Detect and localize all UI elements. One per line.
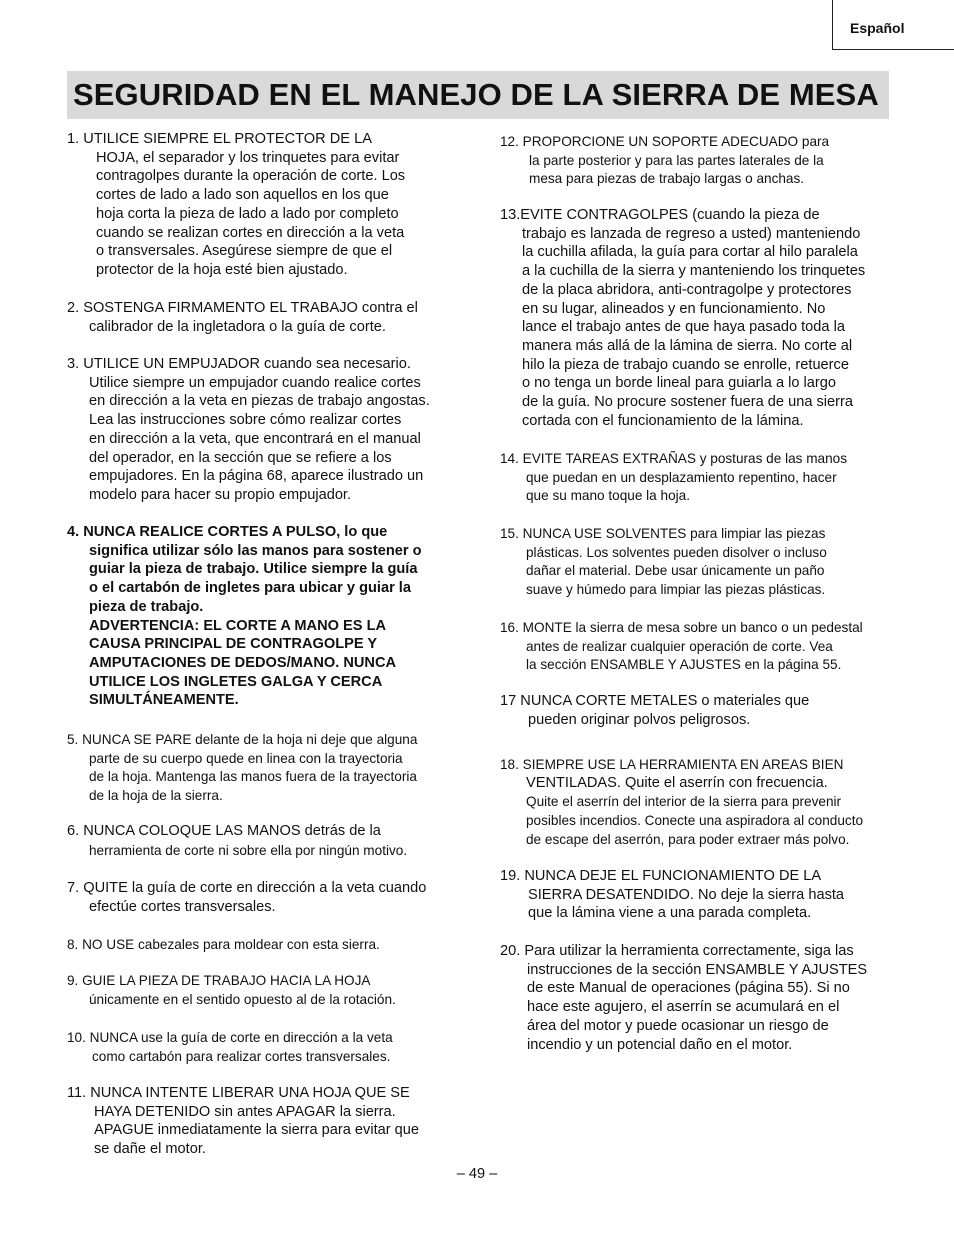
text-line: 18. SIEMPRE USE LA HERRAMIENTA EN AREAS BIEN <box>500 757 844 772</box>
text-line: área del motor y puede ocasionar un riesgo de <box>527 1017 829 1034</box>
text-line: de la hoja de la sierra. <box>89 788 223 804</box>
text-line: SIERRA DESATENDIDO. No deje la sierra hasta <box>528 886 845 903</box>
text-line: se dañe el motor. <box>94 1141 206 1158</box>
text-line: herramienta de corte ni sobre ella por ningún motivo. <box>89 842 408 858</box>
text-line: la parte posterior y para las partes laterales de la <box>529 152 824 168</box>
text-line: 11. NUNCA INTENTE LIBERAR UNA HOJA QUE SE <box>67 1085 410 1101</box>
text-line: antes de realizar cualquier operación de corte. Vea <box>526 638 833 654</box>
text-line: 4. NUNCA REALICE CORTES A PULSO, lo que <box>67 524 388 540</box>
text-line: contragolpes durante la operación de corte. Los <box>96 168 406 185</box>
text-line: en su lugar, alineados y en funcionamiento. No <box>522 300 826 317</box>
text-line: 5. NUNCA SE PARE delante de la hoja ni deje que alguna <box>67 732 418 747</box>
text-line: o no tenga un borde lineal para guiarla a lo largo <box>522 375 836 392</box>
language-tab <box>832 0 954 50</box>
text-line: 1. UTILICE SIEMPRE EL PROTECTOR DE LA <box>67 131 372 147</box>
text-line: hoja corta la pieza de lado a lado por completo <box>96 205 399 222</box>
text-line: suave y húmedo para limpiar las piezas plásticas. <box>526 582 826 598</box>
text-line: cortada con el funcionamiento de la lámina. <box>522 412 804 429</box>
text-line: dañar el material. Debe usar únicamente un paño <box>526 563 825 579</box>
text-line: modelo para hacer su propio empujador. <box>89 486 352 503</box>
text-line: HOJA, el separador y los trinquetes para evitar <box>96 149 400 166</box>
text-line: que puedan en un desplazamiento repentino, hacer <box>526 469 837 485</box>
text-line: 16. MONTE la sierra de mesa sobre un banco o un pedestal <box>500 620 863 635</box>
text-line: 13.EVITE CONTRAGOLPES (cuando la pieza de <box>500 207 820 223</box>
text-line: 17 NUNCA CORTE METALES o materiales que <box>500 693 810 709</box>
text-line: mesa para piezas de trabajo largas o anchas. <box>529 171 805 187</box>
text-line: 12. PROPORCIONE UN SOPORTE ADECUADO para <box>500 134 830 149</box>
text-line: parte de su cuerpo quede en linea con la trayectoria <box>89 750 403 766</box>
text-line: 8. NO USE cabezales para moldear con esta sierra. <box>67 937 380 952</box>
language-label: Español <box>850 20 905 36</box>
text-line: como cartabón para realizar cortes transversales. <box>92 1048 391 1064</box>
text-line: de la guía. No procure sostener fuera de una sierra <box>522 394 853 410</box>
text-line: cortes de lado a lado son aquellos en los que <box>96 187 389 204</box>
page-number: – 49 – <box>456 1166 498 1182</box>
text-line: únicamente en el sentido opuesto al de la rotación. <box>89 991 396 1007</box>
text-line: efectúe cortes transversales. <box>89 898 276 915</box>
text-line: Lea las instrucciones sobre cómo realizar cortes <box>89 412 402 429</box>
text-line: HAYA DETENIDO sin antes APAGAR la sierra. <box>94 1103 396 1120</box>
text-line: 19. NUNCA DEJE EL FUNCIONAMIENTO DE LA <box>500 868 822 884</box>
text-line: SIMULTÁNEAMENTE. <box>89 692 239 709</box>
text-line: Quite el aserrín del interior de la sierra para prevenir <box>526 794 842 810</box>
text-line: de escape del aserrón, para poder extraer más polvo. <box>526 831 850 847</box>
text-line: cuando se realizan cortes en dirección a la veta <box>96 224 405 241</box>
text-line: pueden originar polvos peligrosos. <box>528 711 751 728</box>
text-line: a la cuchilla de la sierra y manteniendo los trinquetes <box>522 263 866 280</box>
text-line: o transversales. Asegúrese siempre de que el <box>96 243 393 260</box>
text-line: la cuchilla afilada, la guía para cortar al hilo paralela <box>522 244 858 261</box>
text-line: AMPUTACIONES DE DEDOS/MANO. NUNCA <box>89 654 397 671</box>
text-line: plásticas. Los solventes pueden disolver o incluso <box>526 544 827 560</box>
text-line: de la placa abridora, anti-contragolpe y protectores <box>522 281 852 298</box>
text-line: 15. NUNCA USE SOLVENTES para limpiar las piezas <box>500 526 826 541</box>
text-line: protector de la hoja esté bien ajustado. <box>96 261 348 278</box>
text-line: de la hoja. Mantenga las manos fuera de la trayectoria <box>89 769 417 785</box>
text-line: trabajo es lanzada de regreso a usted) manteniendo <box>522 225 861 242</box>
text-line: posibles incendios. Conecte una aspiradora al conducto <box>526 813 864 829</box>
text-line: instrucciones de la sección ENSAMBLE Y AJUSTES <box>527 961 868 978</box>
text-line: en dirección a la veta en piezas de trabajo angostas. <box>89 393 430 410</box>
text-line: empujadores. En la página 68, aparece ilustrado un <box>89 468 424 485</box>
title-banner <box>67 71 889 119</box>
text-line: hace este agujero, el aserrín se acumulará en el <box>527 999 840 1016</box>
text-line: 2. SOSTENGA FIRMAMENTO EL TRABAJO contra el <box>67 300 418 316</box>
text-line: o el cartabón de ingletes para ubicar y guiar la <box>89 580 411 597</box>
text-line: 10. NUNCA use la guía de corte en dirección a la veta <box>67 1030 393 1045</box>
text-line: UTILICE LOS INGLETES GALGA Y CERCA <box>89 673 383 690</box>
text-line: en dirección a la veta, que encontrará en el manual <box>89 430 421 447</box>
text-line: 7. QUITE la guía de corte en dirección a la veta cuando <box>67 880 427 896</box>
text-line: Utilice siempre un empujador cuando realice cortes <box>89 374 421 391</box>
text-line: manera más allá de la lámina de sierra. No corte al <box>522 337 853 354</box>
text-line: APAGUE inmediatamente la sierra para evitar que <box>94 1122 420 1139</box>
text-line: del operador, en la sección que se refiere a los <box>89 449 392 466</box>
text-line: significa utilizar sólo las manos para sostener o <box>89 542 422 559</box>
text-line: CAUSA PRINCIPAL DE CONTRAGOLPE Y <box>89 636 378 653</box>
text-line: VENTILADAS. Quite el aserrín con frecuencia. <box>526 774 828 791</box>
text-line: lance el trabajo antes de que haya pasado toda la <box>522 319 845 336</box>
text-line: que su mano toque la hoja. <box>526 488 691 504</box>
text-line: 3. UTILICE UN EMPUJADOR cuando sea necesario. <box>67 356 411 372</box>
text-line: 9. GUIE LA PIEZA DE TRABAJO HACIA LA HOJA <box>67 973 371 988</box>
page-title: SEGURIDAD EN EL MANEJO DE LA SIERRA DE MESA <box>73 77 879 112</box>
text-line: guiar la pieza de trabajo. Utilice siempre la guía <box>89 561 418 578</box>
text-line: calibrador de la ingletadora o la guía de corte. <box>89 318 386 335</box>
text-line: 14. EVITE TAREAS EXTRAÑAS y posturas de las manos <box>500 451 848 466</box>
text-line: pieza de trabajo. <box>89 598 204 615</box>
text-line: de este Manual de operaciones (página 55). Si no <box>527 980 850 997</box>
text-line: ADVERTENCIA: EL CORTE A MANO ES LA <box>89 617 387 634</box>
text-line: 20. Para utilizar la herramienta correctamente, siga las <box>500 943 854 959</box>
text-line: la sección ENSAMBLE Y AJUSTES en la página 55. <box>526 657 842 673</box>
text-line: incendio y un potencial daño en el motor. <box>527 1036 793 1053</box>
text-line: 6. NUNCA COLOQUE LAS MANOS detrás de la <box>67 823 381 839</box>
text-line: que la lámina viene a una parada completa. <box>528 905 812 922</box>
text-line: hilo la pieza de trabajo cuando se enrolle, retuerce <box>522 356 849 373</box>
